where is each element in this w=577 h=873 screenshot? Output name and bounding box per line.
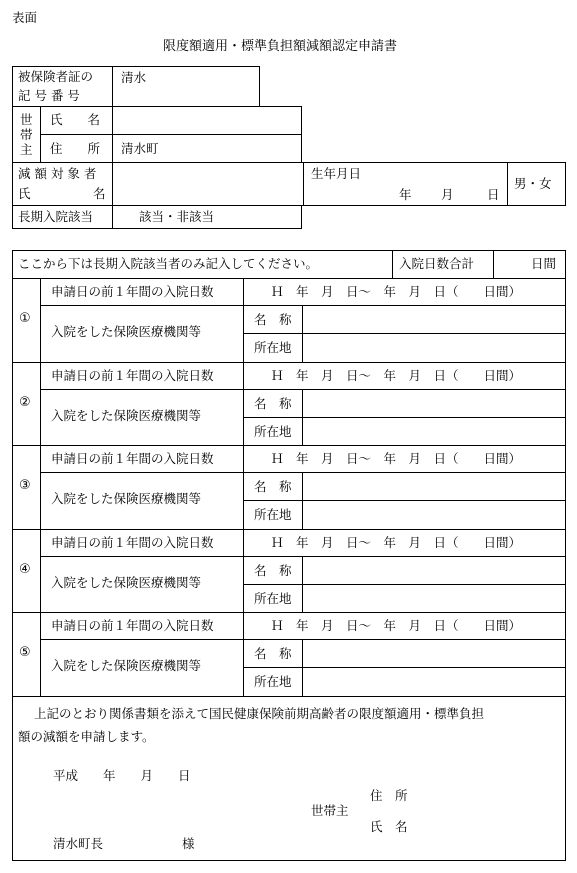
entry-stay-period[interactable]: Ｈ 年 月 日～ 年 月 日（ 日間） <box>271 367 522 383</box>
entry-institution-location-label: 所在地 <box>254 423 292 439</box>
entry-institution-label: 入院をした保険医療機関等 <box>51 658 202 674</box>
entry-marker: ④ <box>19 561 31 577</box>
entry-institution-location-label: 所在地 <box>254 674 292 690</box>
entry-institution-name-label: 名 称 <box>254 312 292 327</box>
sex-options[interactable]: 男・女 <box>514 176 552 191</box>
addressee: 清水町長 <box>53 836 104 851</box>
reduction-target-label-line2: 氏 名 <box>18 186 106 201</box>
birthdate-label: 生年月日 <box>311 166 362 181</box>
householder-address-label: 住 所 <box>50 141 101 156</box>
long-stay-options[interactable]: 該当・非該当 <box>139 209 215 224</box>
total-days-unit: 日間 <box>531 256 557 271</box>
entry-days-label: 申請日の前１年間の入院日数 <box>51 618 214 634</box>
entry-days-label: 申請日の前１年間の入院日数 <box>51 367 214 383</box>
householder-label: 世帯主 <box>20 112 33 157</box>
entry-institution-name-label: 名 称 <box>254 479 292 495</box>
entry-institution-label: 入院をした保険医療機関等 <box>51 407 202 423</box>
householder-name-label: 氏 名 <box>50 112 101 127</box>
entry-stay-period[interactable]: Ｈ 年 月 日～ 年 月 日（ 日間） <box>271 284 522 299</box>
entry-institution-location-label: 所在地 <box>254 340 292 355</box>
entry-days-label: 申請日の前１年間の入院日数 <box>51 534 214 550</box>
entry-marker: ③ <box>19 478 31 494</box>
entry-institution-name-label: 名 称 <box>254 395 292 411</box>
birthdate-day-unit: 日 <box>487 187 500 202</box>
declaration-line1: 上記のとおり関係書類を添えて国民健康保険前期高齢者の限度額適用・標準負担 <box>34 706 485 721</box>
reduction-target-label-line1: 減 額 対 象 者 <box>18 166 97 181</box>
entry-divider <box>12 445 566 446</box>
entry-divider <box>12 362 566 363</box>
entry-institution-label: 入院をした保険医療機関等 <box>51 491 202 507</box>
insured-cert-label-line2: 記 号 番 号 <box>18 88 80 103</box>
total-days-label: 入院日数合計 <box>399 256 475 271</box>
entry-institution-name-label: 名 称 <box>254 562 292 578</box>
entry-days-label: 申請日の前１年間の入院日数 <box>51 284 214 299</box>
entry-marker: ⑤ <box>19 645 31 661</box>
applicant-householder-label: 世帯主 <box>311 803 349 818</box>
insured-cert-label-line1: 被保険者証の <box>18 69 94 84</box>
entry-institution-name-label: 名 称 <box>254 646 292 662</box>
insured-cert-value[interactable]: 清水 <box>121 70 147 85</box>
long-stay-label: 長期入院該当 <box>18 209 94 224</box>
entry-institution-label: 入院をした保険医療機関等 <box>51 574 202 590</box>
long-stay-note: ここから下は長期入院該当者のみ記入してください。 <box>18 256 319 271</box>
entry-stay-period[interactable]: Ｈ 年 月 日～ 年 月 日（ 日間） <box>271 618 522 634</box>
entry-stay-period[interactable]: Ｈ 年 月 日～ 年 月 日（ 日間） <box>271 534 522 550</box>
birthdate-year-unit: 年 <box>399 187 412 202</box>
entry-divider <box>12 612 566 613</box>
entry-marker: ② <box>19 394 31 410</box>
applicant-address-label: 住 所 <box>370 788 408 803</box>
form-title: 限度額適用・標準負担額減額認定申請書 <box>163 39 398 54</box>
householder-address-value[interactable]: 清水町 <box>121 141 159 156</box>
declaration-line2: 額の減額を申請します。 <box>18 729 155 744</box>
entry-stay-period[interactable]: Ｈ 年 月 日～ 年 月 日（ 日間） <box>271 451 522 467</box>
entry-institution-location-label: 所在地 <box>254 507 292 523</box>
applicant-name-label: 氏 名 <box>370 819 408 834</box>
birthdate-month-unit: 月 <box>441 187 454 202</box>
application-date[interactable]: 平成 年 月 日 <box>53 768 191 783</box>
entry-institution-label: 入院をした保険医療機関等 <box>51 324 202 339</box>
entry-institution-location-label: 所在地 <box>254 590 292 606</box>
entry-days-label: 申請日の前１年間の入院日数 <box>51 451 214 467</box>
entry-marker: ① <box>19 311 31 326</box>
page-label: 表面 <box>12 10 38 25</box>
entry-divider <box>12 529 566 530</box>
addressee-honorific: 様 <box>182 836 195 851</box>
